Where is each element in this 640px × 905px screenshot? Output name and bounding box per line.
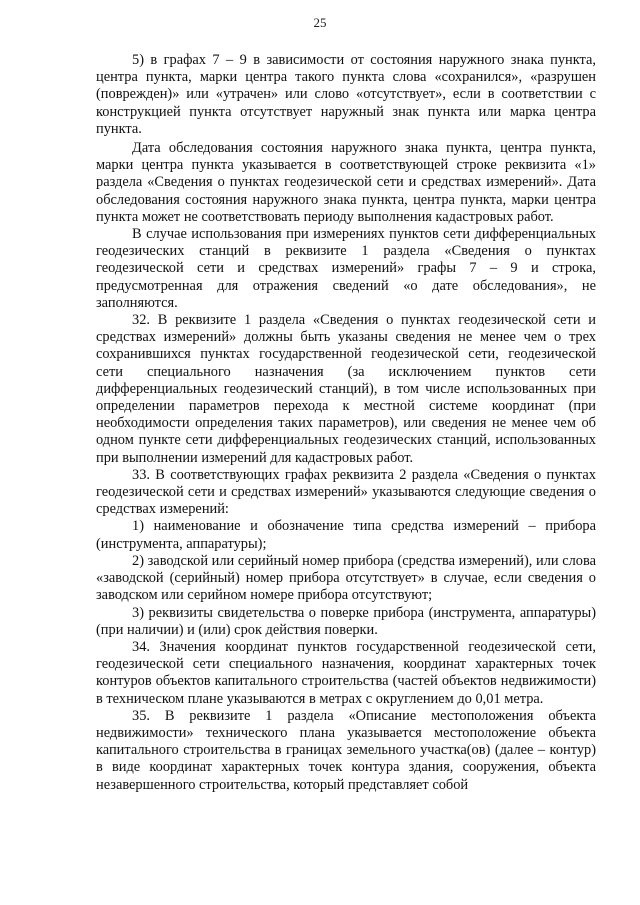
paragraph-differential-stations: В случае использования при измерениях пунктов сети дифференциальных геодезических станций в реквизите 1 раздела «Сведения о пунктах геодезической сети и средствах измерений» графы 7 – 9 и строка, предусмотренная для отражения сведений «о дате обследования», не заполняются. — [96, 226, 596, 311]
paragraph-33: 33. В соответствующих графах реквизита 2 раздела «Сведения о пунктах геодезической сети и средствах измерений» указываются следующие сведения о средствах измерений: — [96, 466, 596, 518]
paragraph-item-5-graphs: 5) в графах 7 – 9 в зависимости от состояния наружного знака пункта, центра пункта, марки центра такого пункта слова «сохранился», «разрушен (поврежден)» или «утрачен» или слово «отсутствует», если в соответствии с конструкцией пункта отсутствует наружный знак пункта или марка центра пункта. — [96, 52, 596, 137]
paragraph-34: 34. Значения координат пунктов государственной геодезической сети, геодезической сети специального назначения, координат характерных точек контуров объектов капитального строительства (частей объектов недвижимости) в техническом плане указываются в метрах с округлением до 0,01 метра. — [96, 638, 596, 707]
page-number: 25 — [313, 15, 327, 30]
paragraph-33-item-3: 3) реквизиты свидетельства о поверке прибора (инструмента, аппаратуры) (при наличии) и (или) срок действия поверки. — [96, 604, 596, 638]
paragraph-inspection-date: Дата обследования состояния наружного знака пункта, центра пункта, марки центра пункта указывается в соответствующей строке реквизита «1» раздела «Сведения о пунктах геодезической сети и средствах измерений». Дата обследования состояния наружного знака пункта, центра пункта, марки центра пункта может не соответствовать периоду выполнения кадастровых работ. — [96, 140, 596, 225]
paragraph-32: 32. В реквизите 1 раздела «Сведения о пунктах геодезической сети и средствах измерений» должны быть указаны сведения не менее чем о трех сохранившихся пунктах государственной геодезической сети, геодезической сети специального назначения (за исключением пунктов сети дифференциальных геодезический станций), в том числе использованных при определении параметров перехода к местной системе координат (при необходимости определения таких параметров), или сведения не менее чем об одном пункте сети дифференциальных геодезических станций, использованных при выполнении измерений для кадастровых работ. — [96, 312, 596, 466]
paragraph-33-item-1: 1) наименование и обозначение типа средства измерений – прибора (инструмента, аппаратуры); — [96, 518, 596, 552]
paragraph-35: 35. В реквизите 1 раздела «Описание местоположения объекта недвижимости» технического плана указывается местоположение объекта капитального строительства в границах земельного участка(ов) (далее – контур) в виде координат характерных точек контура здания, сооружения, объекта незавершенного строительства, который представляет собой — [96, 707, 596, 793]
document-body — [96, 52, 596, 794]
paragraph-33-item-2: 2) заводской или серийный номер прибора (средства измерений), или слова «заводской (серийный) номер прибора отсутствует» в случае, если сведения о заводском или серийном номере прибора отсутствуют; — [96, 552, 596, 604]
